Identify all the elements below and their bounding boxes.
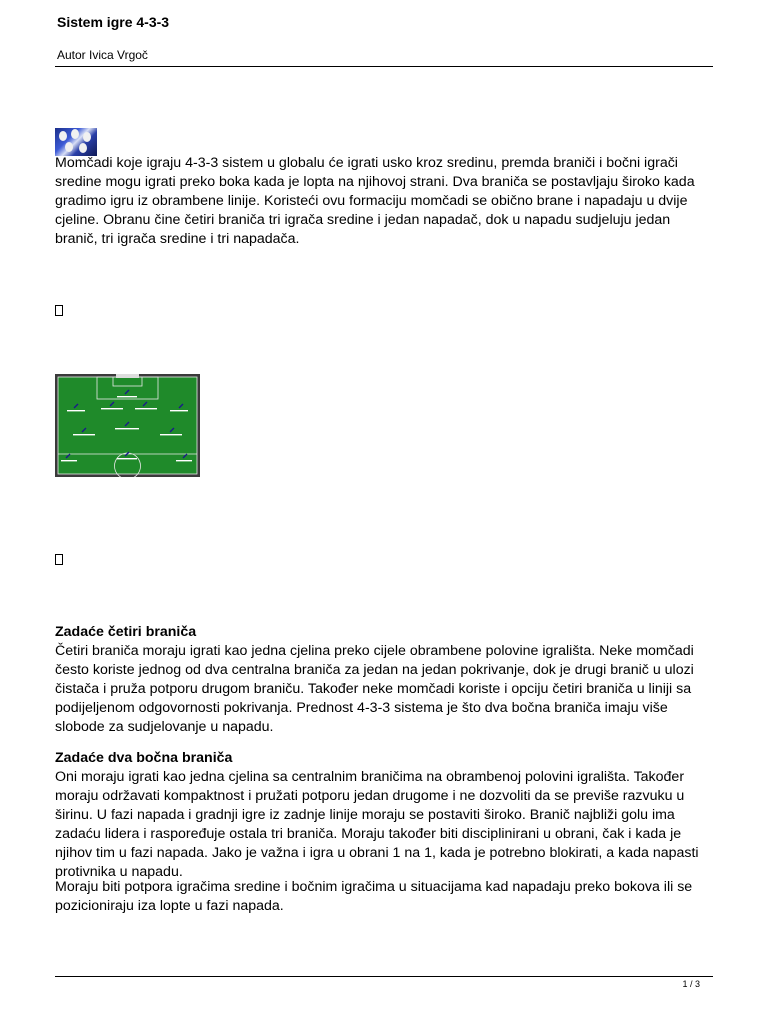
page-number: 1 / 3 xyxy=(682,979,700,989)
section-paragraph: Oni moraju igrati kao jedna cjelina sa centralnim braničima na obrambenoj polovini igrališta. Također moraju održavati kompaktnost i pružati potporu jedan drugome i ne dozvoliti da se previše razvuku u širinu. U fazi napada i gradnji igre iz zadnje linije moraju se postaviti široko. Branič najbliži golu ima zadaću lidera i raspoređuje ostala tri braniča. Moraju također biti disciplinirani u obrani, čak i kada je njihov tim u fazi napada. Jako je važna i igra u obrani 1 na 1, kada je potrebno blokirati, a kada napasti protivnika u napadu. xyxy=(55,769,699,880)
section-paragraph: Četiri braniča moraju igrati kao jedna cjelina preko cijele obrambene polovine igrališta. Neke momčadi često koriste jednog od dva centralna braniča za jedan na jedan pokrivanje, dok je drugi branič u ulozi čistača i pruža potporu drugom braniču. Također neke momčadi koriste i opciju četiri braniča u liniji sa podijeljenom odgovornosti pokrivanja. Prednost 4-3-3 sistema je što dva bočna braniča imaju više slobode za sudjelovanje u napadu. xyxy=(55,643,694,735)
missing-glyph-icon xyxy=(55,554,63,565)
header-divider xyxy=(55,66,713,67)
intro-paragraph: Momčadi koje igraju 4-3-3 sistem u globalu će igrati usko kroz sredinu, premda braniči i bočni igrači sredine mogu igrati preko boka kada je lopta na njihovoj strani. Dva braniča se postavljaju široko kada gradimo igru iz obrambene linije. Koristeći ovu formaciju momčadi se obično brane i napadaju u dvije cjeline. Obranu čine četiri braniča tri igrača sredine i jedan napadač, dok u napadu sudjeluju jedan branič, tri igrača sredine i tri napadača. xyxy=(55,155,695,247)
section-heading: Zadaće četiri braniča xyxy=(55,624,197,640)
author-line: Autor Ivica Vrgoč xyxy=(57,48,148,62)
missing-glyph-icon xyxy=(55,305,63,316)
page-title: Sistem igre 4-3-3 xyxy=(57,14,170,30)
footer-divider xyxy=(55,976,713,977)
formation-diagram xyxy=(55,374,200,477)
section-paragraph: Moraju biti potpora igračima sredine i bočnim igračima u situacijama kad napadaju preko bokova ili se pozicioniraju iza lopte u fazi napada. xyxy=(55,879,693,914)
team-photo-thumbnail xyxy=(55,128,97,156)
section-heading: Zadaće dva bočna braniča xyxy=(55,750,233,766)
